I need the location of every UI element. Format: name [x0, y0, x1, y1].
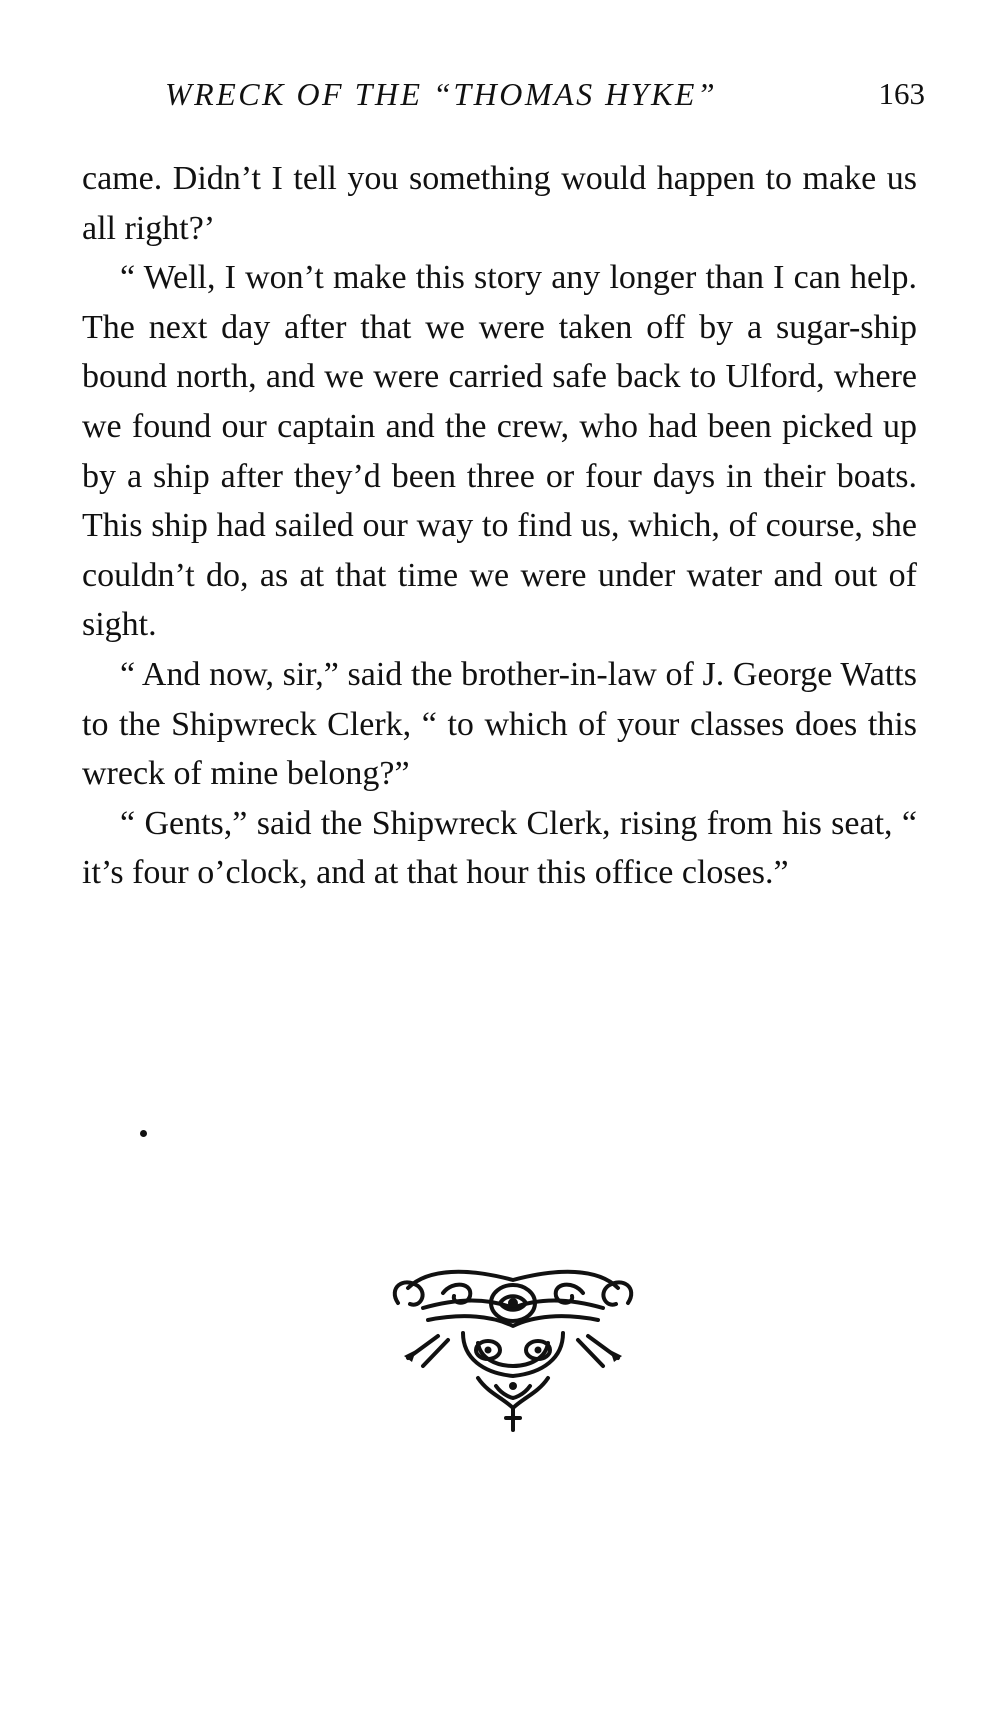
running-title: WRECK OF THE “THOMAS HYKE” — [165, 76, 718, 112]
paragraph: “ Gents,” said the Shipwreck Clerk, rising from his seat, “ it’s four o’clock, and at that hour this office closes.” — [82, 804, 917, 892]
tailpiece-ornament-icon — [368, 1258, 658, 1438]
paragraph: “ Well, I won’t make this story any longer than I can help. The next day after that we were taken off by a sugar-ship bound north, and we were carried safe back to Ulford, where we found our captain and the crew, who had been picked up by a ship after they’d been three or four days in their boats. This ship had sailed our way to find us, which, of course, she couldn’t do, as at that time we were under water and out of sight. — [82, 259, 917, 644]
stray-ink-mark — [140, 1130, 147, 1137]
page-number: 163 — [878, 76, 925, 111]
body-text — [82, 154, 917, 898]
running-head — [165, 72, 925, 116]
paragraph-continuation: came. Didn’t I tell you something would happen to make us all right?’ — [82, 160, 917, 247]
paragraph: “ And now, sir,” said the brother-in-law of J. George Watts to the Shipwreck Clerk, “ to which of your classes does this wreck of mine belong?” — [82, 655, 917, 793]
